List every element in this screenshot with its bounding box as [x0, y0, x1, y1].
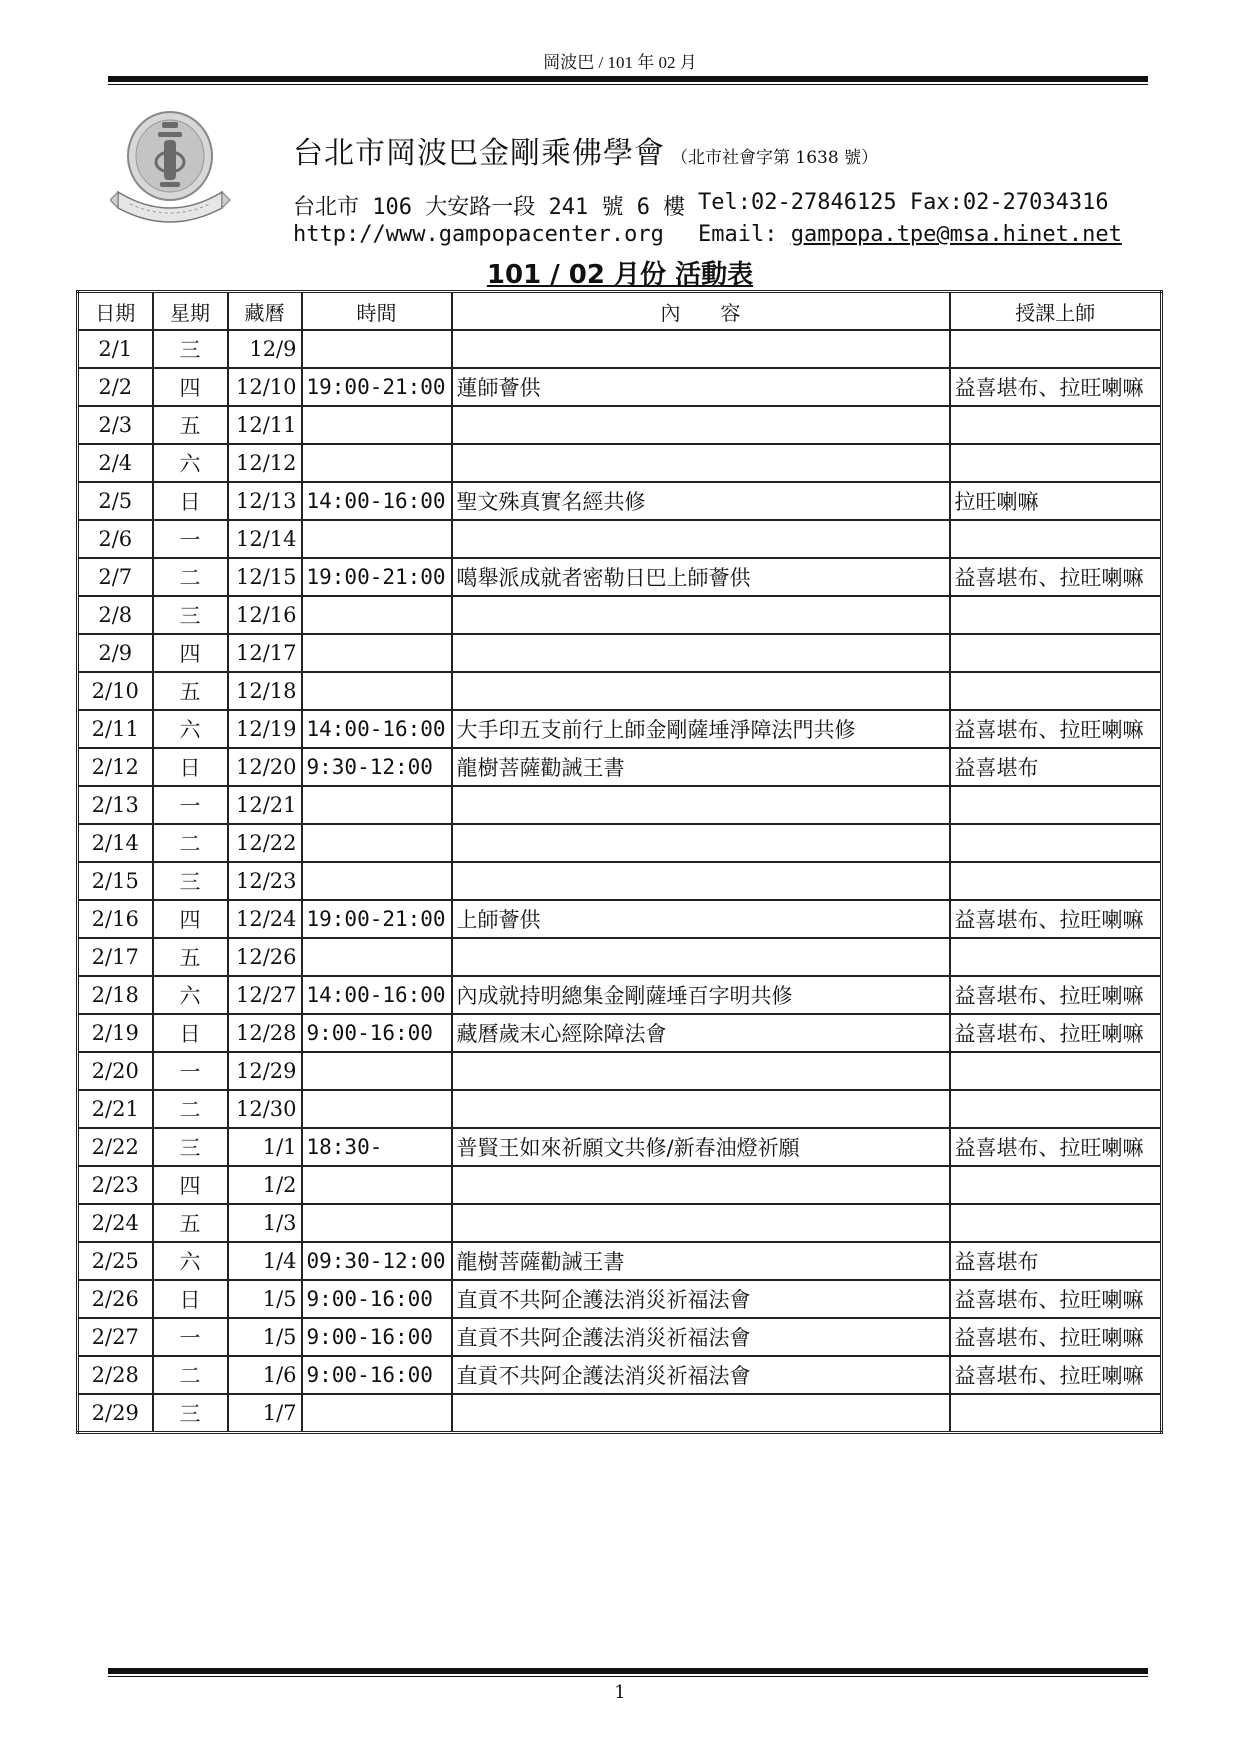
weekday-cell: 六 [153, 976, 228, 1014]
content-cell [452, 1052, 950, 1090]
date-cell: 2/16 [78, 900, 153, 938]
teacher-cell [950, 1090, 1162, 1128]
teacher-cell [950, 1204, 1162, 1242]
time-cell [302, 1394, 452, 1433]
date-cell: 2/14 [78, 824, 153, 862]
content-cell [452, 596, 950, 634]
weekday-cell: 四 [153, 1166, 228, 1204]
table-row [78, 900, 1162, 938]
weekday-cell: 一 [153, 1052, 228, 1090]
time-cell: 09:30-12:00 [302, 1242, 452, 1280]
tibetan-date-cell: 12/12 [228, 444, 302, 482]
date-cell: 2/20 [78, 1052, 153, 1090]
tibetan-date-cell: 12/11 [228, 406, 302, 444]
table-row [78, 1242, 1162, 1280]
tibetan-date-cell: 12/26 [228, 938, 302, 976]
table-row [78, 1318, 1162, 1356]
teacher-cell: 益喜堪布、拉旺喇嘛 [950, 900, 1162, 938]
address-line [293, 190, 1109, 221]
content-cell: 內成就持明總集金剛薩埵百字明共修 [452, 976, 950, 1014]
header-date: 日期 [78, 292, 153, 331]
date-cell: 2/11 [78, 710, 153, 748]
schedule-table [76, 290, 1163, 1434]
running-header: 岡波巴 / 101 年 02 月 [543, 53, 697, 72]
teacher-cell [950, 1394, 1162, 1433]
weekday-cell: 三 [153, 862, 228, 900]
schedule-title [0, 254, 1240, 291]
teacher-cell [950, 1166, 1162, 1204]
table-row [78, 1280, 1162, 1318]
time-cell [302, 1090, 452, 1128]
footer-rule [108, 1668, 1148, 1674]
date-cell: 2/13 [78, 786, 153, 824]
weekday-cell: 日 [153, 748, 228, 786]
content-cell: 直貢不共阿企護法消災祈福法會 [452, 1280, 950, 1318]
teacher-cell [950, 596, 1162, 634]
table-row [78, 748, 1162, 786]
table-row [78, 824, 1162, 862]
time-cell: 14:00-16:00 [302, 976, 452, 1014]
weekday-cell: 日 [153, 1280, 228, 1318]
date-cell: 2/17 [78, 938, 153, 976]
teacher-cell: 益喜堪布、拉旺喇嘛 [950, 368, 1162, 406]
header-rule [108, 76, 1148, 82]
date-cell: 2/12 [78, 748, 153, 786]
teacher-cell: 益喜堪布、拉旺喇嘛 [950, 1318, 1162, 1356]
date-cell: 2/3 [78, 406, 153, 444]
time-cell: 19:00-21:00 [302, 368, 452, 406]
schedule-title-text: 101 / 02 月份 活動表 [486, 260, 754, 290]
teacher-cell: 益喜堪布、拉旺喇嘛 [950, 976, 1162, 1014]
weekday-cell: 六 [153, 444, 228, 482]
content-cell [452, 1166, 950, 1204]
tibetan-date-cell: 12/24 [228, 900, 302, 938]
header-rule-thin [108, 84, 1148, 85]
table-row [78, 1052, 1162, 1090]
weekday-cell: 三 [153, 330, 228, 368]
content-cell: 龍樹菩薩勸誡王書 [452, 1242, 950, 1280]
table-row [78, 1166, 1162, 1204]
content-cell [452, 330, 950, 368]
date-cell: 2/2 [78, 368, 153, 406]
content-cell: 龍樹菩薩勸誡王書 [452, 748, 950, 786]
weekday-cell: 二 [153, 824, 228, 862]
tibetan-date-cell: 1/4 [228, 1242, 302, 1280]
table-row [78, 1356, 1162, 1394]
time-cell [302, 824, 452, 862]
tibetan-date-cell: 12/28 [228, 1014, 302, 1052]
content-cell [452, 520, 950, 558]
content-cell: 普賢王如來祈願文共修/新春油燈祈願 [452, 1128, 950, 1166]
table-row [78, 558, 1162, 596]
table-row [78, 710, 1162, 748]
tibetan-date-cell: 12/23 [228, 862, 302, 900]
date-cell: 2/27 [78, 1318, 153, 1356]
teacher-cell: 益喜堪布、拉旺喇嘛 [950, 710, 1162, 748]
time-cell [302, 634, 452, 672]
tel-fax: Tel:02-27846125 Fax:02-27034316 [698, 190, 1109, 215]
teacher-cell [950, 1052, 1162, 1090]
weekday-cell: 二 [153, 558, 228, 596]
time-cell: 14:00-16:00 [302, 710, 452, 748]
header-teacher: 授課上師 [950, 292, 1162, 331]
time-cell: 9:30-12:00 [302, 748, 452, 786]
table-row [78, 862, 1162, 900]
content-cell: 藏曆歲末心經除障法會 [452, 1014, 950, 1052]
address: 台北市 106 大安路一段 241 號 6 樓 [293, 195, 686, 220]
teacher-cell: 拉旺喇嘛 [950, 482, 1162, 520]
tibetan-date-cell: 1/5 [228, 1318, 302, 1356]
tibetan-date-cell: 12/10 [228, 368, 302, 406]
tibetan-date-cell: 12/27 [228, 976, 302, 1014]
table-row [78, 520, 1162, 558]
weekday-cell: 一 [153, 786, 228, 824]
time-cell [302, 520, 452, 558]
teacher-cell [950, 786, 1162, 824]
content-cell [452, 1394, 950, 1433]
date-cell: 2/8 [78, 596, 153, 634]
time-cell [302, 596, 452, 634]
tibetan-date-cell: 1/7 [228, 1394, 302, 1433]
tibetan-date-cell: 12/13 [228, 482, 302, 520]
time-cell [302, 938, 452, 976]
schedule-body [78, 330, 1162, 1433]
header-tibetan-date: 藏曆 [228, 292, 302, 331]
table-row [78, 1090, 1162, 1128]
teacher-cell [950, 824, 1162, 862]
header-weekday: 星期 [153, 292, 228, 331]
teacher-cell [950, 672, 1162, 710]
time-cell [302, 1166, 452, 1204]
tibetan-date-cell: 1/5 [228, 1280, 302, 1318]
teacher-cell [950, 862, 1162, 900]
table-row [78, 596, 1162, 634]
date-cell: 2/18 [78, 976, 153, 1014]
content-cell [452, 406, 950, 444]
content-cell: 大手印五支前行上師金剛薩埵淨障法門共修 [452, 710, 950, 748]
time-cell [302, 1204, 452, 1242]
time-cell: 9:00-16:00 [302, 1356, 452, 1394]
tibetan-date-cell: 12/14 [228, 520, 302, 558]
date-cell: 2/25 [78, 1242, 153, 1280]
weekday-cell: 五 [153, 406, 228, 444]
tibetan-date-cell: 12/30 [228, 1090, 302, 1128]
tibetan-date-cell: 12/20 [228, 748, 302, 786]
tibetan-date-cell: 12/18 [228, 672, 302, 710]
content-cell [452, 786, 950, 824]
table-row [78, 1128, 1162, 1166]
date-cell: 2/9 [78, 634, 153, 672]
time-cell [302, 672, 452, 710]
table-row [78, 938, 1162, 976]
tibetan-date-cell: 12/9 [228, 330, 302, 368]
page-number: 1 [614, 1682, 626, 1703]
content-cell [452, 938, 950, 976]
table-row [78, 444, 1162, 482]
weekday-cell: 日 [153, 482, 228, 520]
weekday-cell: 五 [153, 672, 228, 710]
weekday-cell: 三 [153, 1394, 228, 1433]
table-row [78, 672, 1162, 710]
table-row [78, 330, 1162, 368]
teacher-cell [950, 634, 1162, 672]
content-cell [452, 1090, 950, 1128]
content-cell [452, 444, 950, 482]
date-cell: 2/10 [78, 672, 153, 710]
tibetan-date-cell: 12/15 [228, 558, 302, 596]
table-header-row [78, 292, 1162, 331]
weekday-cell: 日 [153, 1014, 228, 1052]
time-cell: 9:00-16:00 [302, 1014, 452, 1052]
tibetan-date-cell: 12/29 [228, 1052, 302, 1090]
email-label: Email: [698, 222, 791, 247]
content-cell: 聖文殊真實名經共修 [452, 482, 950, 520]
tibetan-date-cell: 12/16 [228, 596, 302, 634]
weekday-cell: 二 [153, 1356, 228, 1394]
teacher-cell [950, 520, 1162, 558]
content-cell [452, 672, 950, 710]
tibetan-date-cell: 1/6 [228, 1356, 302, 1394]
date-cell: 2/23 [78, 1166, 153, 1204]
table-row [78, 368, 1162, 406]
weekday-cell: 四 [153, 634, 228, 672]
time-cell: 9:00-16:00 [302, 1318, 452, 1356]
date-cell: 2/5 [78, 482, 153, 520]
date-cell: 2/29 [78, 1394, 153, 1433]
time-cell: 19:00-21:00 [302, 900, 452, 938]
tibetan-date-cell: 12/19 [228, 710, 302, 748]
tibetan-date-cell: 1/1 [228, 1128, 302, 1166]
time-cell: 18:30- [302, 1128, 452, 1166]
date-cell: 2/1 [78, 330, 153, 368]
date-cell: 2/28 [78, 1356, 153, 1394]
time-cell [302, 786, 452, 824]
table-row [78, 976, 1162, 1014]
footer-rule-thin [108, 1676, 1148, 1677]
content-cell: 直貢不共阿企護法消災祈福法會 [452, 1318, 950, 1356]
time-cell [302, 406, 452, 444]
date-cell: 2/19 [78, 1014, 153, 1052]
teacher-cell: 益喜堪布、拉旺喇嘛 [950, 1280, 1162, 1318]
tibetan-date-cell: 1/2 [228, 1166, 302, 1204]
email-block [698, 222, 1122, 247]
time-cell: 19:00-21:00 [302, 558, 452, 596]
time-cell: 9:00-16:00 [302, 1280, 452, 1318]
content-cell: 上師薈供 [452, 900, 950, 938]
date-cell: 2/26 [78, 1280, 153, 1318]
date-cell: 2/22 [78, 1128, 153, 1166]
tibetan-date-cell: 12/21 [228, 786, 302, 824]
website-link[interactable]: http://www.gampopacenter.org [293, 222, 664, 247]
tibetan-date-cell: 1/3 [228, 1204, 302, 1242]
date-cell: 2/21 [78, 1090, 153, 1128]
teacher-cell: 益喜堪布 [950, 1242, 1162, 1280]
content-cell: 噶舉派成就者密勒日巴上師薈供 [452, 558, 950, 596]
teacher-cell: 益喜堪布、拉旺喇嘛 [950, 1128, 1162, 1166]
teacher-cell [950, 330, 1162, 368]
table-row [78, 1394, 1162, 1433]
date-cell: 2/6 [78, 520, 153, 558]
tibetan-date-cell: 12/22 [228, 824, 302, 862]
organization-name [293, 128, 878, 172]
header-content: 內 容 [452, 292, 950, 331]
organization-logo [110, 104, 250, 224]
weekday-cell: 五 [153, 938, 228, 976]
teacher-cell [950, 444, 1162, 482]
weekday-cell: 四 [153, 900, 228, 938]
registration-number: （北市社會字第 1638 號） [671, 148, 879, 168]
weekday-cell: 二 [153, 1090, 228, 1128]
weekday-cell: 三 [153, 596, 228, 634]
header-time: 時間 [302, 292, 452, 331]
content-cell: 蓮師薈供 [452, 368, 950, 406]
time-cell: 14:00-16:00 [302, 482, 452, 520]
weekday-cell: 三 [153, 1128, 228, 1166]
date-cell: 2/24 [78, 1204, 153, 1242]
time-cell [302, 1052, 452, 1090]
email-link[interactable]: gampopa.tpe@msa.hinet.net [790, 222, 1122, 247]
time-cell [302, 444, 452, 482]
weekday-cell: 六 [153, 1242, 228, 1280]
weekday-cell: 一 [153, 1318, 228, 1356]
table-row [78, 634, 1162, 672]
date-cell: 2/15 [78, 862, 153, 900]
table-row [78, 1014, 1162, 1052]
date-cell: 2/7 [78, 558, 153, 596]
table-row [78, 1204, 1162, 1242]
table-row [78, 482, 1162, 520]
date-cell: 2/4 [78, 444, 153, 482]
weekday-cell: 四 [153, 368, 228, 406]
weekday-cell: 五 [153, 1204, 228, 1242]
teacher-cell: 益喜堪布、拉旺喇嘛 [950, 1356, 1162, 1394]
weekday-cell: 一 [153, 520, 228, 558]
weekday-cell: 六 [153, 710, 228, 748]
tibetan-date-cell: 12/17 [228, 634, 302, 672]
contact-line [293, 222, 1122, 247]
content-cell: 直貢不共阿企護法消災祈福法會 [452, 1356, 950, 1394]
teacher-cell: 益喜堪布、拉旺喇嘛 [950, 558, 1162, 596]
teacher-cell [950, 406, 1162, 444]
time-cell [302, 862, 452, 900]
content-cell [452, 862, 950, 900]
teacher-cell: 益喜堪布 [950, 748, 1162, 786]
table-row [78, 406, 1162, 444]
content-cell [452, 634, 950, 672]
organization-name-text: 台北市岡波巴金剛乘佛學會 [293, 136, 665, 171]
teacher-cell [950, 938, 1162, 976]
content-cell [452, 1204, 950, 1242]
table-row [78, 786, 1162, 824]
teacher-cell: 益喜堪布、拉旺喇嘛 [950, 1014, 1162, 1052]
content-cell [452, 824, 950, 862]
time-cell [302, 330, 452, 368]
